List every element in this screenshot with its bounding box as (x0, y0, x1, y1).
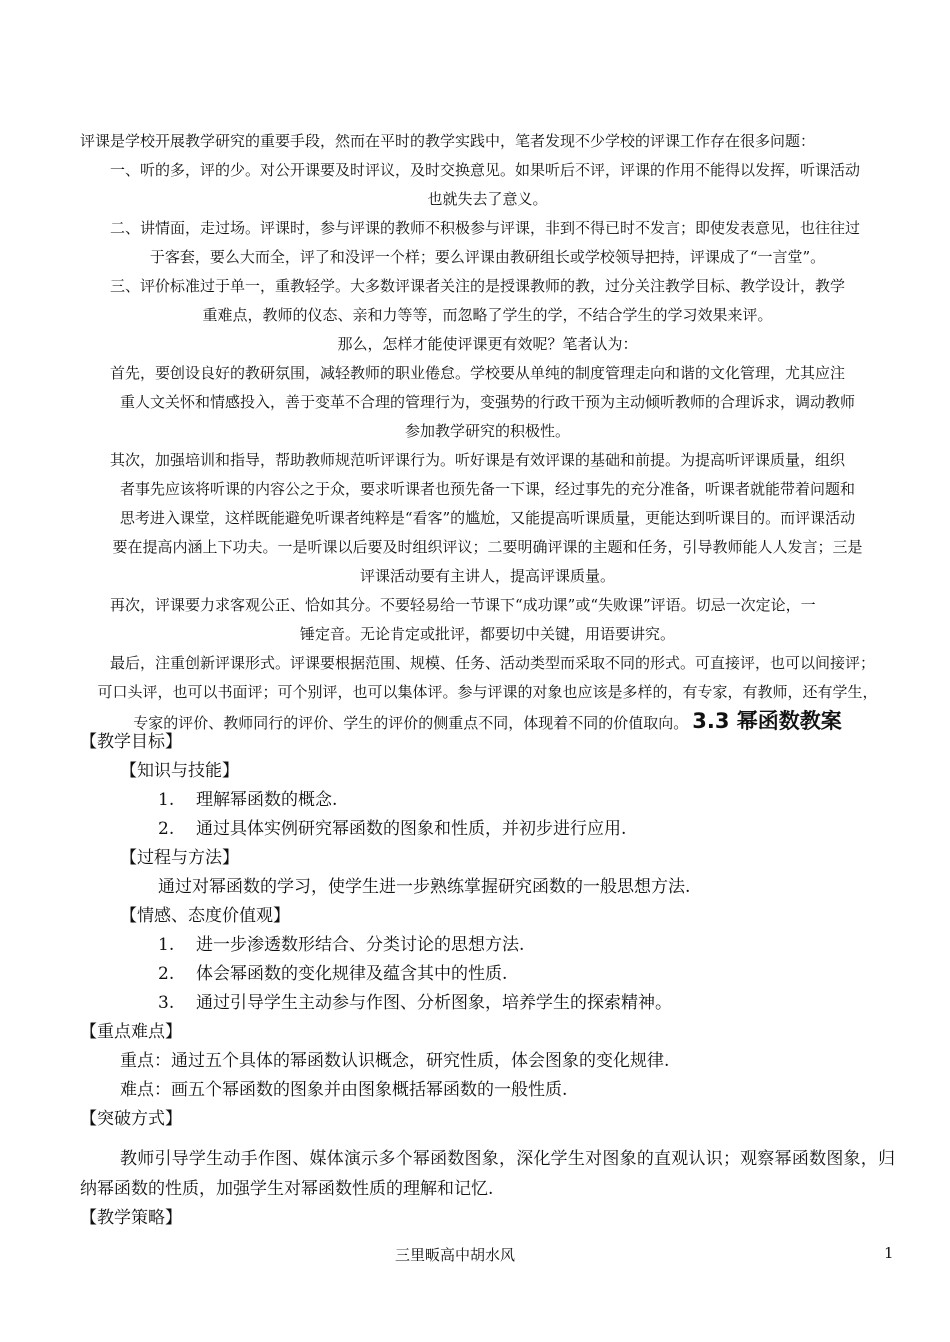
intro-paragraph: 评课活动要有主讲人，提高评课质量。 (359, 567, 615, 585)
lesson-plan (80, 728, 895, 1233)
key-point: 重点：通过五个具体的幂函数认识概念，研究性质，体会图象的变化规律. (120, 1051, 670, 1071)
intro-paragraph: 首先，要创设良好的教研氛围，减轻教师的职业倦怠。学校要从单纯的制度管理走向和谐的文化管理，尤其应注 (110, 364, 846, 382)
list-item: 2. 通过具体实例研究幂函数的图象和性质，并初步进行应用. (158, 819, 627, 839)
intro-paragraph: 专家的评价、教师同行的评价、学生的评价的侧重点不同，体现着不同的价值取向。 (133, 714, 689, 732)
intro-paragraph: 重难点，教师的仪态、亲和力等等，而忽略了学生的学，不结合学生的学习效果来评。 (202, 306, 773, 324)
intro-paragraph: 那么，怎样才能使评课更有效呢？笔者认为： (337, 335, 638, 353)
page-number: 1 (884, 1244, 894, 1262)
intro-paragraph: 再次，评课要力求客观公正、恰如其分。不要轻易给一节课下“成功课”或“失败课”评语。切忌一次定论，一 (110, 596, 816, 614)
list-item: 1. 进一步渗透数形结合、分类讨论的思想方法. (158, 935, 525, 955)
key-heading: 【重点难点】 (80, 1022, 182, 1042)
intro-paragraph: 参加教学研究的积极性。 (404, 422, 570, 440)
list-item: 1. 理解幂函数的概念. (158, 790, 338, 810)
intro-paragraph: 也就失去了意义。 (427, 190, 548, 208)
intro-paragraph: 三、评价标准过于单一，重教轻学。大多数评课者关注的是授课教师的教，过分关注教学目标、教学设计，教学 (110, 277, 846, 295)
difficult-point: 难点：画五个幂函数的图象并由图象概括幂函数的一般性质. (120, 1080, 568, 1100)
document-title: 3.3 幂函数教案 (692, 709, 842, 733)
process-text: 通过对幂函数的学习，使学生进一步熟练掌握研究函数的一般思想方法. (158, 877, 691, 897)
intro-paragraph: 可口头评，也可以书面评；可个别评，也可以集体评。参与评课的对象也应该是多样的，有专家，有教师，还有学生， (97, 683, 878, 701)
intro-section (80, 127, 895, 738)
intro-paragraph: 其次，加强培训和指导，帮助教师规范听评课行为。听好课是有效评课的基础和前提。为提高听评课质量，组织 (110, 451, 846, 469)
breakthrough-text: 教师引导学生动手作图、媒体演示多个幂函数图象，深化学生对图象的直观认识；观察幂函数图象，归纳幂函数的性质，加强学生对幂函数性质的理解和记忆. (80, 1149, 895, 1199)
intro-paragraph: 重人文关怀和情感投入，善于变革不合理的管理行为，变强势的行政干预为主动倾听教师的合理诉求，调动教师 (119, 393, 855, 411)
intro-paragraph: 于客套，要么大而全，评了和没评一个样；要么评课由教研组长或学校领导把持，评课成了“一言堂”。 (149, 248, 826, 266)
goal-heading: 【教学目标】 (80, 732, 182, 752)
intro-paragraph: 锤定音。无论肯定或批评，都要切中关键，用语要讲究。 (299, 625, 675, 643)
intro-paragraph: 要在提高内涵上下功夫。一是听课以后要及时组织评议；二要明确评课的主题和任务，引导教师能人人发言；三是 (112, 538, 863, 556)
list-item: 2. 体会幂函数的变化规律及蕴含其中的性质. (158, 964, 508, 984)
intro-paragraph: 者事先应该将听课的内容公之于众，要求听课者也预先备一下课，经过事先的充分准备，听课者就能带着问题和 (119, 480, 855, 498)
intro-paragraph: 评课是学校开展教学研究的重要手段，然而在平时的教学实践中，笔者发现不少学校的评课工作存在很多问题： (80, 132, 816, 150)
intro-paragraph: 最后，注重创新评课形式。评课要根据范围、规模、任务、活动类型而采取不同的形式。可直接评，也可以间接评； (110, 654, 876, 672)
knowledge-heading: 【知识与技能】 (120, 761, 239, 781)
list-item: 3. 通过引导学生主动参与作图、分析图象，培养学生的探索精神。 (158, 993, 672, 1013)
intro-paragraph: 二、讲情面，走过场。评课时，参与评课的教师不积极参与评课，非到不得已时不发言；即使发表意见，也往往过 (110, 219, 861, 237)
process-heading: 【过程与方法】 (120, 848, 239, 868)
strategy-heading: 【教学策略】 (80, 1208, 182, 1228)
intro-paragraph: 思考进入课堂，这样既能避免听课者纯粹是“看客”的尴尬，又能提高听课质量，更能达到听课目的。而评课活动 (119, 509, 856, 527)
intro-paragraph: 一、听的多，评的少。对公开课要及时评议，及时交换意见。如果听后不评，评课的作用不能得以发挥，听课活动 (110, 161, 861, 179)
breakthrough-heading: 【突破方式】 (80, 1109, 182, 1129)
emotion-heading: 【情感、态度价值观】 (120, 906, 290, 926)
footer-name: 三里畈高中胡水风 (395, 1246, 516, 1264)
